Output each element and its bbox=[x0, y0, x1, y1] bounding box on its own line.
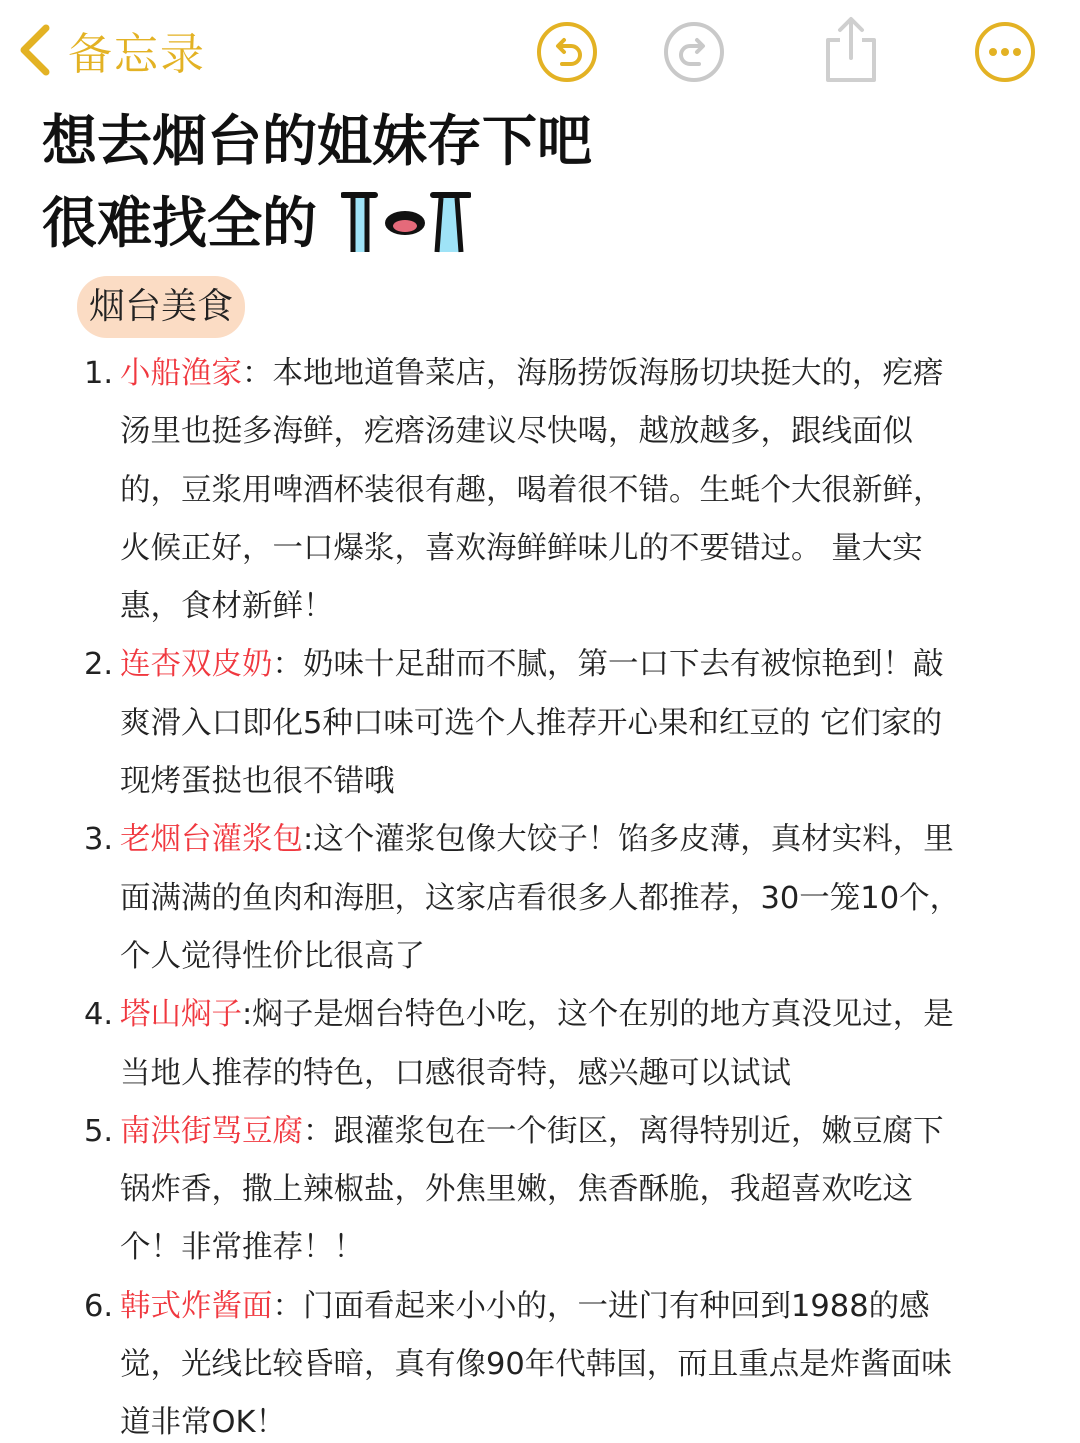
item-description: 当地人推荐的特色，口感很奇特，感兴趣可以试试 bbox=[120, 1055, 791, 1091]
item-description: 个！非常推荐！！ bbox=[120, 1230, 364, 1266]
redo-icon bbox=[662, 20, 726, 84]
undo-button[interactable] bbox=[535, 20, 599, 84]
item-line bbox=[120, 1103, 1034, 1161]
title-text-2: 很难找全的 bbox=[42, 191, 318, 255]
item-separator: ： bbox=[242, 356, 273, 391]
item-description: 跟灌浆包在一个街区，离得特别近，嫩豆腐下 bbox=[333, 1113, 944, 1149]
item-separator: : bbox=[242, 997, 253, 1033]
item-line bbox=[120, 753, 1034, 811]
item-description: 个人觉得性价比很高了 bbox=[120, 938, 425, 974]
item-line bbox=[120, 928, 1034, 986]
chevron-left-icon bbox=[14, 22, 54, 78]
item-line bbox=[120, 1219, 1034, 1277]
item-line bbox=[120, 870, 1034, 928]
item-name: 小船渔家 bbox=[120, 356, 242, 391]
item-name: 韩式炸酱面 bbox=[120, 1288, 273, 1324]
item-separator: ： bbox=[303, 1113, 334, 1149]
item-line bbox=[120, 636, 1034, 694]
item-description: 惠，食材新鲜！ bbox=[120, 589, 334, 625]
item-description: 这个灌浆包像大饺子！馅多皮薄，真材实料，里 bbox=[313, 822, 954, 858]
item-line bbox=[120, 1394, 1034, 1443]
item-separator: : bbox=[303, 822, 314, 858]
item-line bbox=[120, 403, 1034, 461]
item-name: 连杏双皮奶 bbox=[120, 647, 273, 683]
title-line-1 bbox=[42, 100, 1042, 182]
item-separator: ： bbox=[272, 1288, 303, 1324]
item-separator: ： bbox=[272, 647, 303, 683]
list-item bbox=[84, 1278, 1034, 1443]
back-button[interactable] bbox=[14, 18, 206, 82]
item-line bbox=[120, 1161, 1034, 1219]
list-item bbox=[84, 345, 1034, 636]
item-line bbox=[120, 811, 1034, 869]
item-description: 面满满的鱼肉和海胆，这家店看很多人都推荐，30一笼10个， bbox=[120, 880, 961, 916]
item-description: 爽滑入口即化5种口味可选个人推荐开心果和红豆的 它们家的 bbox=[120, 705, 943, 741]
item-line bbox=[120, 578, 1034, 636]
item-description: 道非常OK！ bbox=[120, 1405, 287, 1441]
item-description: 本地地道鲁菜店，海肠捞饭海肠切块挺大的，疙瘩 bbox=[272, 356, 944, 391]
item-number: 6. bbox=[84, 1288, 114, 1324]
top-nav-bar bbox=[0, 0, 1080, 100]
title-text-1: 想去烟台的姐妹存下吧 bbox=[42, 109, 593, 173]
title-line-2 bbox=[42, 182, 1042, 264]
item-number: 4. bbox=[84, 997, 114, 1033]
share-icon bbox=[818, 14, 884, 84]
undo-icon bbox=[535, 20, 599, 84]
item-line bbox=[120, 462, 1034, 520]
item-line bbox=[120, 1278, 1034, 1336]
item-description: 奶味十足甜而不腻，第一口下去有被惊艳到！敲 bbox=[303, 647, 944, 683]
redo-button[interactable] bbox=[662, 20, 726, 84]
item-line bbox=[120, 986, 1034, 1044]
item-description: 门面看起来小小的，一进门有种回到1988的感 bbox=[303, 1288, 930, 1324]
section-tag: 烟台美食 bbox=[77, 276, 245, 338]
item-line bbox=[120, 1336, 1034, 1394]
item-line bbox=[120, 695, 1034, 753]
item-description: 焖子是烟台特色小吃，这个在别的地方真没见过，是 bbox=[252, 997, 954, 1033]
item-name: 南洪街骂豆腐 bbox=[120, 1113, 303, 1149]
item-description: 锅炸香，撒上辣椒盐，外焦里嫩，焦香酥脆，我超喜欢吃这 bbox=[120, 1172, 913, 1208]
item-name: 塔山焖子 bbox=[120, 997, 242, 1033]
food-list bbox=[84, 345, 1034, 1443]
back-label: 备忘录 bbox=[68, 29, 206, 80]
note-title bbox=[42, 100, 1042, 264]
item-description: 火候正好，一口爆浆，喜欢海鲜鲜味儿的不要错过。 量大实 bbox=[120, 530, 923, 566]
more-button[interactable] bbox=[973, 20, 1037, 84]
item-description: 现烤蛋挞也很不错哦 bbox=[120, 764, 395, 800]
item-line bbox=[120, 520, 1034, 578]
item-line bbox=[120, 1045, 1034, 1103]
crying-face-icon bbox=[341, 190, 471, 256]
item-number: 3. bbox=[84, 822, 114, 858]
list-item bbox=[84, 636, 1034, 811]
item-description: 觉，光线比较昏暗，真有像90年代韩国，而且重点是炸酱面味 bbox=[120, 1347, 952, 1383]
item-description: 的，豆浆用啤酒杯装很有趣，喝着很不错。生蚝个大很新鲜， bbox=[120, 472, 944, 508]
more-icon bbox=[973, 20, 1037, 84]
item-number: 2. bbox=[84, 647, 114, 683]
item-number: 1. bbox=[84, 356, 114, 391]
item-number: 5. bbox=[84, 1113, 114, 1149]
item-name: 老烟台灌浆包 bbox=[120, 822, 303, 858]
item-line bbox=[120, 345, 1034, 403]
list-item bbox=[84, 1103, 1034, 1278]
list-item bbox=[84, 986, 1034, 1103]
item-description: 汤里也挺多海鲜，疙瘩汤建议尽快喝，越放越多，跟线面似 bbox=[120, 414, 913, 450]
list-item bbox=[84, 811, 1034, 986]
share-button[interactable] bbox=[818, 14, 884, 84]
